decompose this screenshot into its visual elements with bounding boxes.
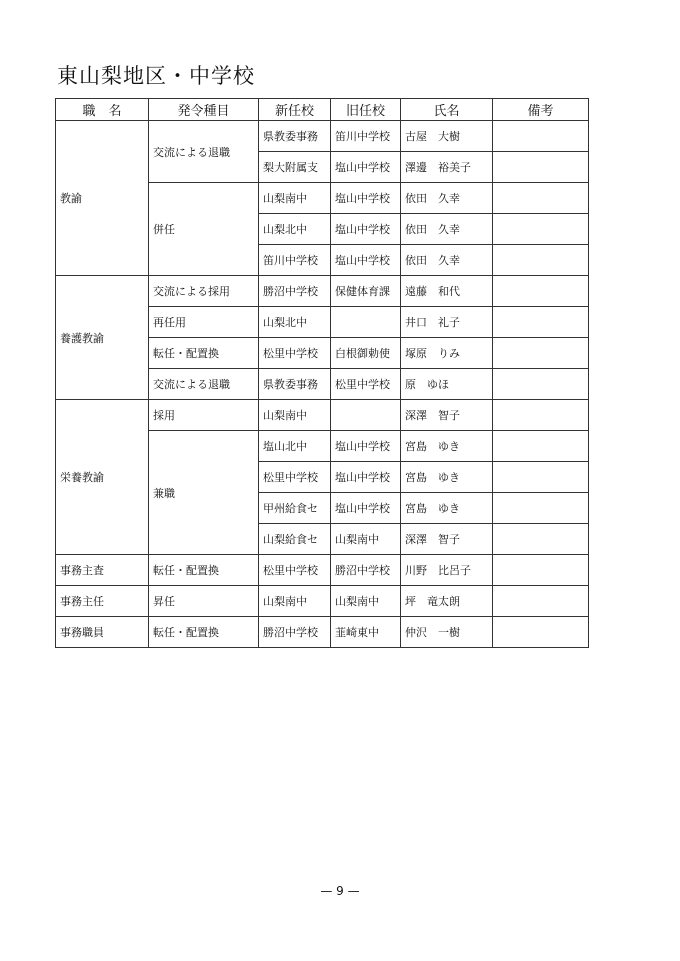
cell-remarks — [493, 617, 589, 648]
cell-name: 古屋 大樹 — [401, 121, 493, 152]
cell-remarks — [493, 555, 589, 586]
cell-name: 深澤 智子 — [401, 524, 493, 555]
table-header-row — [56, 99, 589, 121]
cell-old-school: 塩山中学校 — [331, 152, 401, 183]
cell-name: 依田 久幸 — [401, 183, 493, 214]
cell-appointment-type: 採用 — [149, 400, 259, 431]
cell-new-school: 県教委事務 — [259, 121, 331, 152]
cell-new-school: 県教委事務 — [259, 369, 331, 400]
cell-name: 依田 久幸 — [401, 214, 493, 245]
cell-name: 坪 竜太朗 — [401, 586, 493, 617]
cell-old-school: 笛川中学校 — [331, 121, 401, 152]
cell-new-school: 山梨南中 — [259, 586, 331, 617]
cell-new-school: 山梨南中 — [259, 183, 331, 214]
cell-old-school: 塩山中学校 — [331, 214, 401, 245]
cell-old-school — [331, 400, 401, 431]
header-new-school: 新任校 — [259, 99, 331, 121]
cell-new-school: 勝沼中学校 — [259, 617, 331, 648]
cell-appointment-type: 交流による退職 — [149, 369, 259, 400]
cell-remarks — [493, 524, 589, 555]
cell-new-school: 山梨北中 — [259, 307, 331, 338]
cell-new-school: 梨大附属支 — [259, 152, 331, 183]
cell-old-school: 松里中学校 — [331, 369, 401, 400]
cell-remarks — [493, 338, 589, 369]
cell-remarks — [493, 586, 589, 617]
header-old-school: 旧任校 — [331, 99, 401, 121]
cell-old-school: 塩山中学校 — [331, 245, 401, 276]
cell-name: 遠藤 和代 — [401, 276, 493, 307]
cell-position: 養護教諭 — [56, 276, 149, 400]
cell-new-school: 松里中学校 — [259, 462, 331, 493]
cell-remarks — [493, 121, 589, 152]
table-row — [56, 586, 589, 617]
cell-name: 原 ゆほ — [401, 369, 493, 400]
header-position: 職 名 — [56, 99, 149, 121]
cell-new-school: 甲州給食セ — [259, 493, 331, 524]
table-row — [56, 400, 589, 431]
cell-remarks — [493, 214, 589, 245]
cell-position: 栄養教諭 — [56, 400, 149, 555]
cell-old-school — [331, 307, 401, 338]
header-appointment-type: 発令種目 — [149, 99, 259, 121]
cell-position: 事務職員 — [56, 617, 149, 648]
cell-remarks — [493, 276, 589, 307]
cell-name: 宮島 ゆき — [401, 462, 493, 493]
cell-old-school: 白根御勅使 — [331, 338, 401, 369]
cell-name: 宮島 ゆき — [401, 431, 493, 462]
cell-appointment-type: 交流による退職 — [149, 121, 259, 183]
cell-position: 事務主任 — [56, 586, 149, 617]
cell-new-school: 笛川中学校 — [259, 245, 331, 276]
cell-old-school: 保健体育課 — [331, 276, 401, 307]
cell-new-school: 山梨北中 — [259, 214, 331, 245]
cell-old-school: 韮崎東中 — [331, 617, 401, 648]
cell-new-school: 山梨南中 — [259, 400, 331, 431]
cell-name: 仲沢 一樹 — [401, 617, 493, 648]
table-row — [56, 617, 589, 648]
cell-new-school: 松里中学校 — [259, 555, 331, 586]
cell-remarks — [493, 400, 589, 431]
cell-old-school: 塩山中学校 — [331, 431, 401, 462]
cell-appointment-type: 昇任 — [149, 586, 259, 617]
cell-remarks — [493, 462, 589, 493]
page-title: 東山梨地区・中学校 — [57, 64, 255, 88]
cell-name: 深澤 智子 — [401, 400, 493, 431]
cell-remarks — [493, 493, 589, 524]
cell-appointment-type: 併任 — [149, 183, 259, 276]
table-row — [56, 121, 589, 152]
cell-old-school: 山梨南中 — [331, 586, 401, 617]
table-row — [56, 555, 589, 586]
table-row — [56, 276, 589, 307]
cell-remarks — [493, 183, 589, 214]
header-name: 氏名 — [401, 99, 493, 121]
cell-name: 澤邊 裕美子 — [401, 152, 493, 183]
cell-name: 宮島 ゆき — [401, 493, 493, 524]
cell-old-school: 山梨南中 — [331, 524, 401, 555]
cell-appointment-type: 転任・配置換 — [149, 338, 259, 369]
cell-new-school: 松里中学校 — [259, 338, 331, 369]
header-remarks: 備考 — [493, 99, 589, 121]
cell-appointment-type: 交流による採用 — [149, 276, 259, 307]
cell-appointment-type: 転任・配置換 — [149, 555, 259, 586]
cell-name: 依田 久幸 — [401, 245, 493, 276]
cell-remarks — [493, 369, 589, 400]
cell-name: 川野 比呂子 — [401, 555, 493, 586]
cell-appointment-type: 再任用 — [149, 307, 259, 338]
cell-old-school: 塩山中学校 — [331, 493, 401, 524]
cell-remarks — [493, 431, 589, 462]
cell-old-school: 勝沼中学校 — [331, 555, 401, 586]
page-number: — 9 — — [320, 884, 360, 898]
cell-appointment-type: 兼職 — [149, 431, 259, 555]
cell-new-school: 山梨給食セ — [259, 524, 331, 555]
cell-remarks — [493, 245, 589, 276]
cell-old-school: 塩山中学校 — [331, 462, 401, 493]
table-body — [56, 121, 589, 648]
cell-old-school: 塩山中学校 — [331, 183, 401, 214]
cell-position: 事務主査 — [56, 555, 149, 586]
cell-remarks — [493, 307, 589, 338]
cell-position: 教諭 — [56, 121, 149, 276]
cell-new-school: 塩山北中 — [259, 431, 331, 462]
cell-new-school: 勝沼中学校 — [259, 276, 331, 307]
cell-name: 塚原 りみ — [401, 338, 493, 369]
cell-name: 井口 礼子 — [401, 307, 493, 338]
cell-remarks — [493, 152, 589, 183]
personnel-table — [55, 98, 589, 648]
cell-appointment-type: 転任・配置換 — [149, 617, 259, 648]
